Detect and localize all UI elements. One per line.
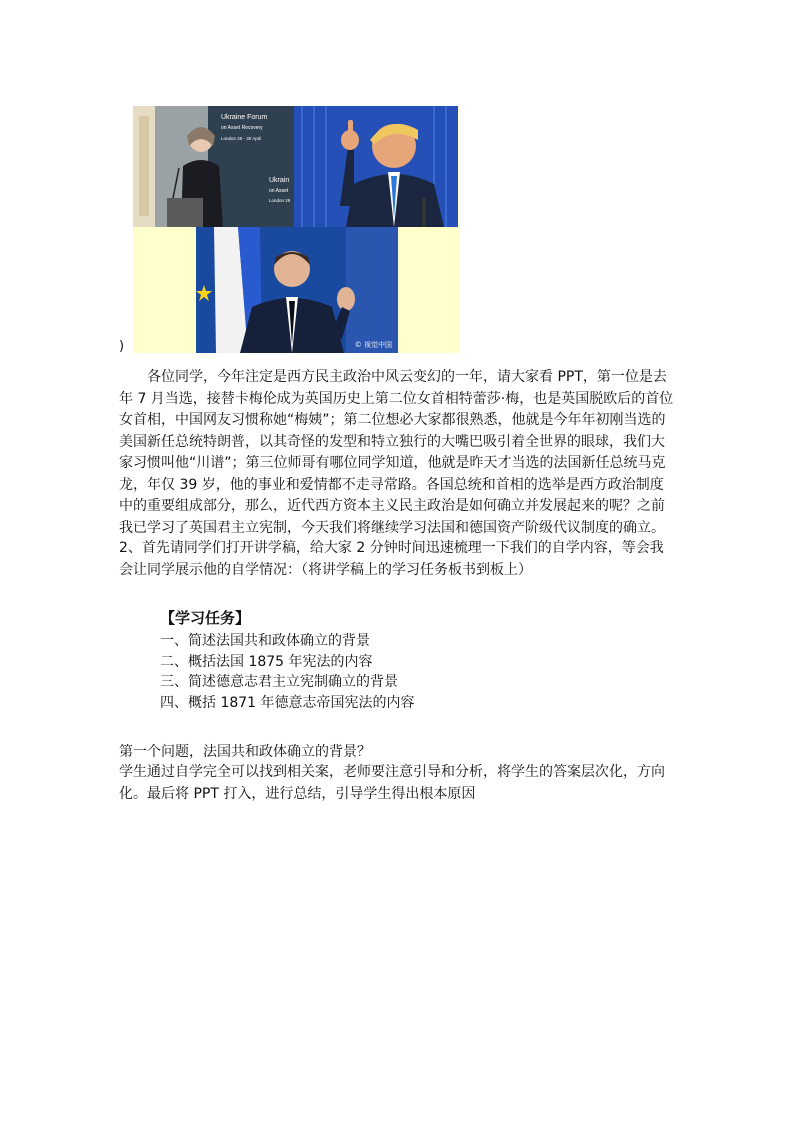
learning-task-item: 二、概括法国 1875 年宪法的内容 xyxy=(160,654,373,670)
sign-line-1: Ukraine Forum xyxy=(221,114,268,121)
photo-donald-trump xyxy=(294,106,458,227)
learning-task-item: 四、概括 1871 年德意志帝国宪法的内容 xyxy=(160,695,415,711)
learning-tasks-heading: 【学习任务】 xyxy=(160,609,251,627)
sign-line-3: London 29 - 30 April xyxy=(221,136,262,141)
sign-line-2: on Asset Recovery xyxy=(221,125,263,131)
photo-theresa-may-illustration xyxy=(133,106,294,227)
photo-theresa-may xyxy=(133,106,294,227)
intro-paragraph: 各位同学，今年注定是西方民主政治中风云变幻的一年，请大家看 PPT，第一位是去年 7 月当选，接替卡梅伦成为英国历史上第二位女首相特蕾莎·梅，也是英国脱欧后的首位女首相，中国网友习惯称她“梅姨”；第二位想必大家都很熟悉，他就是今年年初刚当选的美国新任总统特朗普，以其奇怪的发型和特立独行的大嘴巴吸引着全世界的眼球，我们大家习惯叫他“川谱”；第三位师哥有哪位同学知道，他就是昨天才当选的法国新任总统马克龙，年仅 39 岁，他的事业和爱情都不走寻常路。各国总统和首相的选举是西方政治制度中的重要组成部分，那么，近代西方资本主义民主政治是如何确立并发展起来的呢？之前我已学习了英国君主立宪制，今天我们将继续学习法国和德国资产阶级代议制度的确立。 xyxy=(119,369,674,536)
sign-line-5: on Asset xyxy=(269,188,289,194)
teaching-note: 学生通过自学完全可以找到相关案，老师要注意引导和分析，将学生的答案层次化，方向化。最后将 PPT 打入，进行总结，引导学生得出根本原因 xyxy=(119,764,665,802)
photo-collage xyxy=(133,106,460,353)
learning-task-item: 三、简述德意志君主立宪制确立的背景 xyxy=(160,674,398,690)
photo-donald-trump-illustration xyxy=(294,106,458,227)
photo-emmanuel-macron-illustration xyxy=(196,227,398,353)
sign-line-4: Ukrain xyxy=(269,177,290,184)
learning-task-item: 一、简述法国共和政体确立的背景 xyxy=(160,633,370,649)
caption-paren: ) xyxy=(119,339,125,354)
photo-emmanuel-macron xyxy=(196,227,398,353)
question-1: 第一个问题，法国共和政体确立的背景？ xyxy=(119,744,371,760)
step-2-paragraph: 2、首先请同学们打开讲学稿，给大家 2 分钟时间迅速梳理一下我们的自学内容，等会我会让同学展示他的自学情况：（将讲学稿上的学习任务板书到板上） xyxy=(119,540,664,578)
sign-line-6: London 29 xyxy=(269,198,291,203)
photo-watermark: © 视觉中国 xyxy=(354,341,392,349)
